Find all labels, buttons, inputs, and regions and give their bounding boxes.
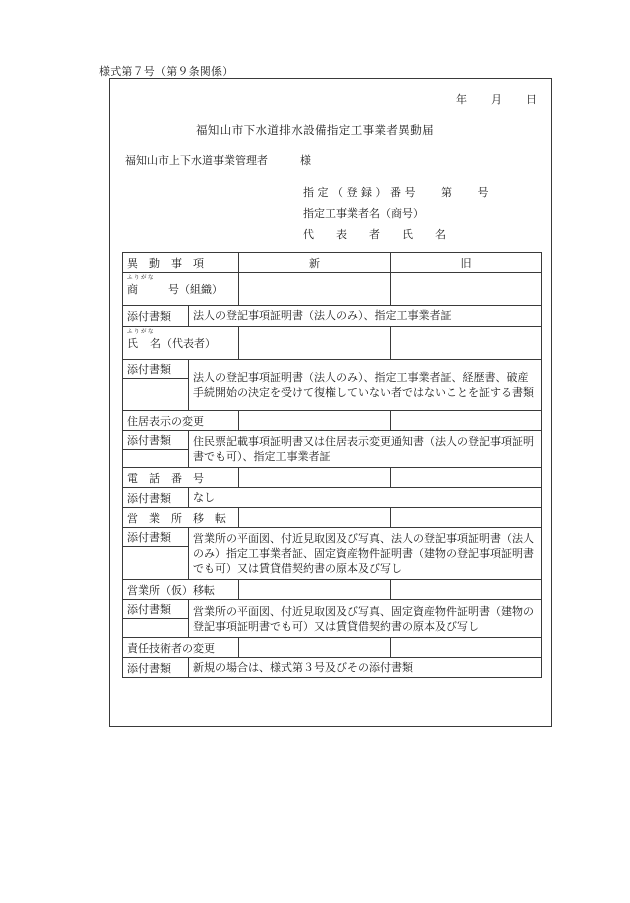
- date-year: 年: [456, 93, 467, 106]
- row-name-attachment: [123, 360, 542, 379]
- row-office-move: [123, 508, 542, 528]
- row-engineer: [123, 638, 542, 658]
- label-address: 住居表示の変更: [123, 411, 239, 431]
- attachment-label: 添付書類: [123, 431, 189, 450]
- document-title: 福知山市下水道排水設備指定工事業者異動届: [196, 123, 434, 137]
- old-temp-office-move[interactable]: [391, 580, 542, 600]
- attachment-temp-office-move: 営業所の平面図、付近見取図及び写真、固定資産物件証明書（建物の登記事項証明書でも可）又は賃貸借契約書の原本及び写し: [189, 600, 542, 638]
- attachment-address: 住民票記載事項証明書又は住居表示変更通知書（法人の登記事項証明書でも可）、指定工事業者証: [189, 431, 542, 468]
- representative-name-label: 代 表 者 氏 名: [303, 228, 446, 241]
- new-name[interactable]: [239, 327, 391, 360]
- attachment-label: 添付書類: [123, 600, 189, 619]
- attachment-engineer: 新規の場合は、様式第３号及びその添付書類: [189, 658, 542, 678]
- attachment-label: 添付書類: [123, 658, 189, 678]
- row-address-attachment: [123, 431, 542, 450]
- date-day: 日: [526, 93, 537, 106]
- row-name: [123, 327, 542, 360]
- label-name: ふりがな 氏 名（代表者）: [123, 327, 239, 360]
- old-name[interactable]: [391, 327, 542, 360]
- header-item: 異 動 事 項: [123, 253, 239, 273]
- attachment-label: 添付書類: [123, 360, 189, 379]
- attachment-label-spacer: [123, 450, 189, 468]
- form-number: 様式第７号（第９条関係）: [99, 65, 234, 78]
- attachment-label: 添付書類: [123, 488, 189, 508]
- label-trade-name: ふりがな 商 号（組織）: [123, 273, 239, 306]
- old-engineer[interactable]: [391, 638, 542, 658]
- row-address: [123, 411, 542, 431]
- label-engineer: 責任技術者の変更: [123, 638, 239, 658]
- label-temp-office-move: 営業所（仮）移転: [123, 580, 239, 600]
- change-items-table: [122, 252, 542, 678]
- attachment-name: 法人の登記事項証明書（法人のみ）、指定工事業者証、経歴書、破産手続開始の決定を受けて復権していない者ではないことを証する書類: [189, 360, 542, 411]
- row-trade-name: [123, 273, 542, 306]
- row-office-move-attachment: [123, 528, 542, 547]
- honorific: 様: [300, 154, 311, 167]
- row-temp-office-move-attachment: [123, 600, 542, 619]
- attachment-label-spacer: [123, 379, 189, 411]
- old-trade-name[interactable]: [391, 273, 542, 306]
- new-temp-office-move[interactable]: [239, 580, 391, 600]
- old-office-move[interactable]: [391, 508, 542, 528]
- new-phone[interactable]: [239, 468, 391, 488]
- row-trade-name-attachment: [123, 306, 542, 327]
- registration-number-label: 指 定 （ 登 録 ） 番 号 第 号: [303, 186, 489, 199]
- old-address[interactable]: [391, 411, 542, 431]
- header-new: 新: [239, 253, 391, 273]
- addressee: 福知山市上下水道事業管理者: [125, 154, 268, 167]
- label-office-move: 営 業 所 移 転: [123, 508, 239, 528]
- row-engineer-attachment: [123, 658, 542, 678]
- old-phone[interactable]: [391, 468, 542, 488]
- new-engineer[interactable]: [239, 638, 391, 658]
- header-row: [123, 253, 542, 273]
- row-phone-attachment: [123, 488, 542, 508]
- attachment-label-spacer: [123, 619, 189, 638]
- new-trade-name[interactable]: [239, 273, 391, 306]
- attachment-office-move: 営業所の平面図、付近見取図及び写真、法人の登記事項証明書（法人のみ）指定工事業者証、固定資産物件証明書（建物の登記事項証明書でも可）又は賃貸借契約書の原本及び写し: [189, 528, 542, 580]
- date-month: 月: [491, 93, 502, 106]
- new-office-move[interactable]: [239, 508, 391, 528]
- attachment-label-spacer: [123, 547, 189, 580]
- business-name-label: 指定工事業者名（商号）: [303, 207, 424, 220]
- header-old: 旧: [391, 253, 542, 273]
- attachment-label: 添付書類: [123, 306, 189, 327]
- attachment-phone: なし: [189, 488, 542, 508]
- row-temp-office-move: [123, 580, 542, 600]
- label-phone: 電 話 番 号: [123, 468, 239, 488]
- row-phone: [123, 468, 542, 488]
- new-address[interactable]: [239, 411, 391, 431]
- attachment-label: 添付書類: [123, 528, 189, 547]
- attachment-trade-name: 法人の登記事項証明書（法人のみ）、指定工事業者証: [189, 306, 542, 327]
